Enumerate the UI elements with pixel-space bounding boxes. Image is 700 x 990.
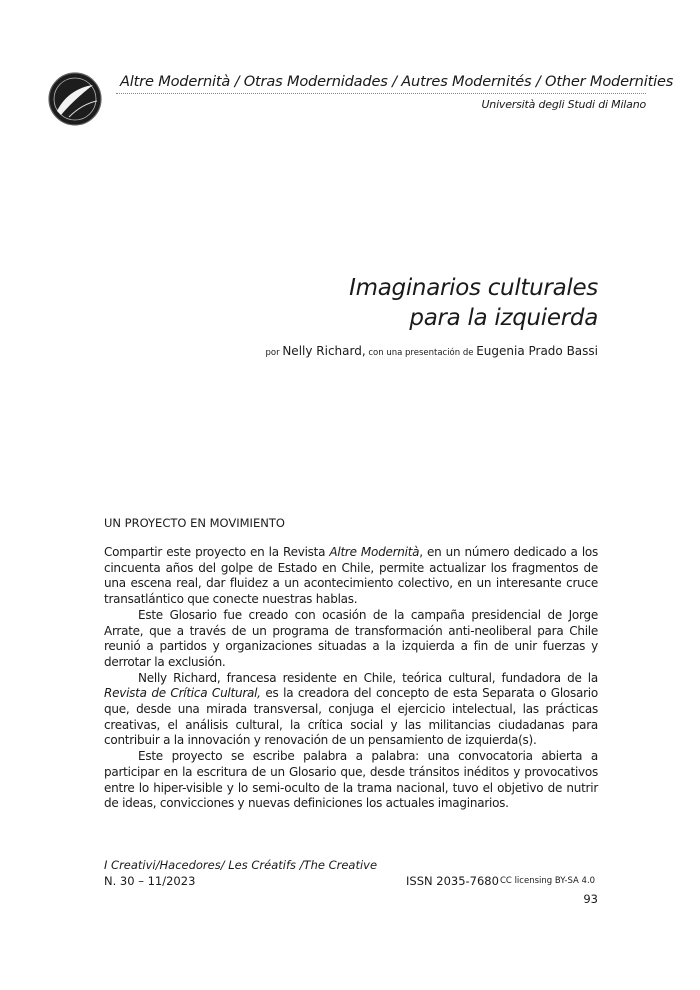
paragraph-3: Nelly Richard, francesa residente en Chile, teórica cultural, fundadora de la Revista de Crítica Cultural, es la creadora del concepto de esta Separata o Glosario que, desde una mirada transversal, conjuga el ejercicio intelectual, las prácticas creativas, el análisis cultural, la crítica social y las militancias ciudadanas para contribuir a la innovación y renovación de un pensamiento de izquierda(s). xyxy=(104,670,598,748)
presenter-name: Eugenia Prado Bassi xyxy=(476,344,598,358)
issue-number: N. 30 – 11/2023 xyxy=(104,874,196,888)
header-divider xyxy=(116,93,646,94)
byline xyxy=(200,344,598,358)
journal-logo xyxy=(47,71,103,127)
journal-title: Altre Modernità / Otras Modernidades / Autres Modernités / Other Modernities xyxy=(120,73,674,90)
license: CC licensing BY-SA 4.0 xyxy=(500,876,596,886)
issn: ISSN 2035-7680 xyxy=(406,874,499,888)
paragraph-2: Este Glosario fue creado con ocasión de la campaña presidencial de Jorge Arrate, que a través de un programa de transformación anti-neoliberal para Chile reunió a partidos y organizaciones situadas a la izquierda a fin de unir fuerzas y derrotar la exclusión. xyxy=(104,607,598,669)
section-heading: UN PROYECTO EN MOVIMIENTO xyxy=(104,516,285,530)
author-name: Nelly Richard, xyxy=(282,344,366,358)
article-title xyxy=(250,273,598,333)
presentation-prefix: con una presentación de xyxy=(365,348,477,358)
article-title-line2: para la izquierda xyxy=(409,305,598,331)
page-number: 93 xyxy=(583,892,598,906)
body-text xyxy=(104,545,598,812)
by-prefix: por xyxy=(265,348,283,358)
paragraph-4: Este proyecto se escribe palabra a palabra: una convocatoria abierta a participar en la escritura de un Glosario que, desde tránsitos inéditos y provocativos entre lo hiper-visible y lo semi-oculto de la trama nacional, tuvo el objetivo de nutrir de ideas, convicciones y nuevas definiciones los actuales imaginarios. xyxy=(104,749,598,811)
university-name: Università degli Studi di Milano xyxy=(481,98,646,111)
issue-theme: I Creativi/Hacedores/ Les Créatifs /The Creative xyxy=(104,858,378,872)
article-title-line1: Imaginarios culturales xyxy=(349,275,598,301)
paragraph-1: Compartir este proyecto en la Revista Altre Modernità, en un número dedicado a los cincuenta años del golpe de Estado en Chile, permite actualizar los fragmentos de una escena real, dar fluidez a un acontecimiento colectivo, en un interesante cruce transatlántico que conecte nuestras hablas. xyxy=(104,545,599,607)
